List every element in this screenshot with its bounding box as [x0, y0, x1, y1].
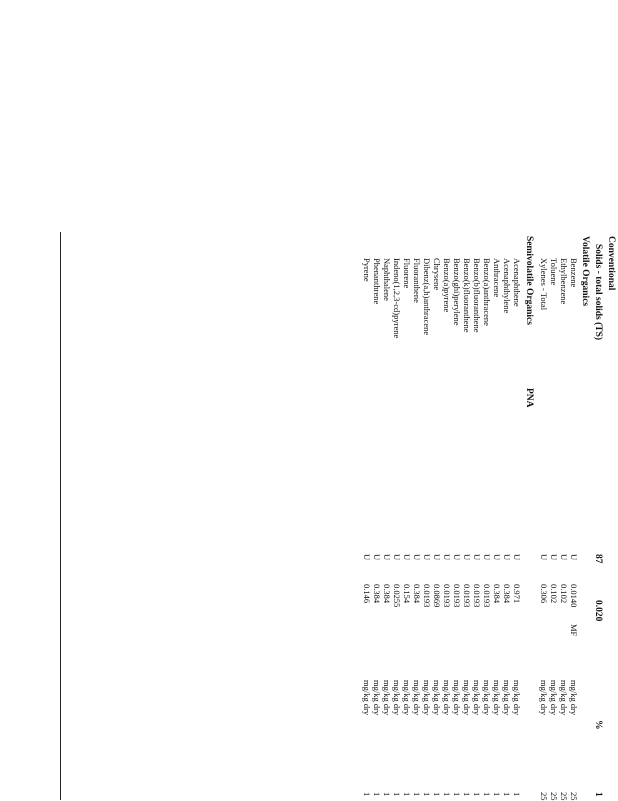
- reporting-limit: 0.146: [362, 584, 372, 604]
- units: mg/kg dry: [482, 680, 492, 716]
- reporting-limit: 0.384: [372, 584, 382, 604]
- dilution: 1: [382, 792, 392, 797]
- analyte-name: Benzo(k)fluoranthene: [462, 258, 472, 333]
- reporting-limit: 0.0193: [422, 584, 432, 608]
- analyte-name: Naphthalene: [382, 258, 392, 301]
- dilution: 1: [462, 792, 472, 797]
- semivolatile-heading-row: [523, 232, 534, 800]
- dilution: 1: [362, 792, 372, 797]
- dilution: 1: [392, 792, 402, 797]
- method-code: PNA: [524, 388, 534, 408]
- dilution: 1: [472, 792, 482, 797]
- reporting-limit: 0.0193: [442, 584, 452, 608]
- units: mg/kg dry: [372, 680, 382, 716]
- reporting-limit: 0.102: [549, 584, 559, 604]
- table-row: [461, 232, 472, 800]
- qualifier: U: [422, 554, 432, 561]
- table-row: [481, 232, 492, 800]
- dilution: 1: [492, 792, 502, 797]
- units: %: [593, 720, 603, 730]
- table-row: [421, 232, 432, 800]
- analyte-name: Toluene: [549, 258, 559, 286]
- dilution: 25: [549, 792, 559, 801]
- analyte-name: Benzo(b)fluoranthene: [472, 258, 482, 333]
- analyte-name: Anthracene: [492, 258, 502, 298]
- units: mg/kg dry: [412, 680, 422, 716]
- reporting-limit: 0.154: [402, 584, 412, 604]
- reporting-limit: 0.384: [412, 584, 422, 604]
- analyte-name: Phenanthrene: [372, 258, 382, 305]
- qualifier: U: [492, 554, 502, 561]
- qualifier: U: [559, 554, 569, 561]
- qualifier: U: [549, 554, 559, 561]
- page-left-rule: [60, 232, 61, 800]
- reporting-limit: 0.971: [512, 584, 522, 604]
- table-row: [431, 232, 442, 800]
- analyte-name: Fluoranthene: [412, 258, 422, 303]
- dilution: 25: [569, 792, 579, 801]
- dilution: 1: [593, 792, 603, 797]
- reporting-limit: 0.0193: [482, 584, 492, 608]
- flag: MF: [569, 624, 579, 637]
- table-row: [511, 232, 522, 800]
- analyte-name: Dibenz(a,h)anthracene: [422, 258, 432, 336]
- qualifier: U: [442, 554, 452, 561]
- analyte-name: Xylenes - Total: [539, 258, 549, 311]
- qualifier: U: [412, 554, 422, 561]
- analyte-name: Benzo(ghi)perylene: [452, 258, 462, 326]
- reporting-limit: 0.0255: [392, 584, 402, 608]
- analyte-name: Benzene: [569, 258, 579, 288]
- qualifier: U: [569, 554, 579, 561]
- dilution: 1: [442, 792, 452, 797]
- units: mg/kg dry: [549, 680, 559, 716]
- table-row: [538, 232, 549, 800]
- analyte-name: Benzo(a)pyrene: [442, 258, 452, 313]
- units: mg/kg dry: [559, 680, 569, 716]
- table-row: [391, 232, 402, 800]
- table-row: [371, 232, 382, 800]
- qualifier: U: [382, 554, 392, 561]
- dilution: 25: [539, 792, 549, 801]
- section-header-row: [605, 232, 616, 800]
- solids-row: [592, 232, 603, 800]
- volatile-heading-row: [579, 232, 590, 800]
- dilution: 1: [482, 792, 492, 797]
- table-row: [451, 232, 462, 800]
- units: mg/kg dry: [432, 680, 442, 716]
- analyte-name: Acenaphthene: [512, 258, 522, 307]
- units: mg/kg dry: [362, 680, 372, 716]
- qualifier: U: [432, 554, 442, 561]
- qualifier: U: [452, 554, 462, 561]
- reporting-limit: 0.0193: [452, 584, 462, 608]
- semivolatile-heading: Semivolatile Organics: [524, 236, 534, 325]
- table-row: [361, 232, 372, 800]
- analyte-name: Benzo(a)anthracene: [482, 258, 492, 326]
- volatile-heading: Volatile Organics: [580, 236, 590, 307]
- dilution: 1: [412, 792, 422, 797]
- qualifier: U: [472, 554, 482, 561]
- reporting-limit: 0.384: [492, 584, 502, 604]
- reporting-limit: 0.0193: [472, 584, 482, 608]
- analyte-name: Chrysene: [432, 258, 442, 291]
- qualifier: U: [402, 554, 412, 561]
- table-row: [381, 232, 392, 800]
- table-row: [411, 232, 422, 800]
- qualifier: U: [502, 554, 512, 561]
- analyte-name: Pyrene: [362, 258, 372, 282]
- reporting-limit: 0.0193: [462, 584, 472, 608]
- units: mg/kg dry: [462, 680, 472, 716]
- dilution: 1: [372, 792, 382, 797]
- table-row: [501, 232, 512, 800]
- qualifier: U: [539, 554, 549, 561]
- units: mg/kg dry: [382, 680, 392, 716]
- reporting-limit: 0.102: [559, 584, 569, 604]
- reporting-limit: 0.306: [539, 584, 549, 604]
- reporting-limit: 0.020: [593, 600, 603, 622]
- table-row: [441, 232, 452, 800]
- qualifier: U: [482, 554, 492, 561]
- qualifier: U: [362, 554, 372, 561]
- rotated-results-table: [308, 232, 618, 800]
- table-row: [558, 232, 569, 800]
- table-row: [471, 232, 482, 800]
- units: mg/kg dry: [502, 680, 512, 716]
- section-header-partial: Conventional: [606, 236, 616, 291]
- reporting-limit: 0.0869: [432, 584, 442, 608]
- reporting-limit: 0.384: [382, 584, 392, 604]
- dilution: 1: [512, 792, 522, 797]
- qualifier: U: [372, 554, 382, 561]
- analyte-name: Solids - total solids (TS): [593, 244, 603, 341]
- qualifier: U: [512, 554, 522, 561]
- table-row: [401, 232, 412, 800]
- analyte-name: Fluorene: [402, 258, 412, 289]
- dilution: 1: [432, 792, 442, 797]
- reporting-limit: 0.384: [502, 584, 512, 604]
- table-row: [568, 232, 579, 800]
- dilution: 25: [559, 792, 569, 801]
- units: mg/kg dry: [569, 680, 579, 716]
- dilution: 1: [502, 792, 512, 797]
- units: mg/kg dry: [539, 680, 549, 716]
- reporting-limit: 0.0140: [569, 584, 579, 608]
- units: mg/kg dry: [422, 680, 432, 716]
- analyte-name: Acenaphthylene: [502, 258, 512, 314]
- qualifier: U: [392, 554, 402, 561]
- units: mg/kg dry: [472, 680, 482, 716]
- qualifier: U: [462, 554, 472, 561]
- dilution: 1: [402, 792, 412, 797]
- dilution: 1: [452, 792, 462, 797]
- result-value: 87: [593, 554, 603, 564]
- units: mg/kg dry: [492, 680, 502, 716]
- table-row: [491, 232, 502, 800]
- dilution: 1: [422, 792, 432, 797]
- analyte-name: Ethylbenzene: [559, 258, 569, 305]
- units: mg/kg dry: [392, 680, 402, 716]
- units: mg/kg dry: [452, 680, 462, 716]
- table-row: [548, 232, 559, 800]
- units: mg/kg dry: [442, 680, 452, 716]
- analyte-name: Indeno(1,2,3-cd)pyrene: [392, 258, 402, 339]
- units: mg/kg dry: [402, 680, 412, 716]
- units: mg/kg dry: [512, 680, 522, 716]
